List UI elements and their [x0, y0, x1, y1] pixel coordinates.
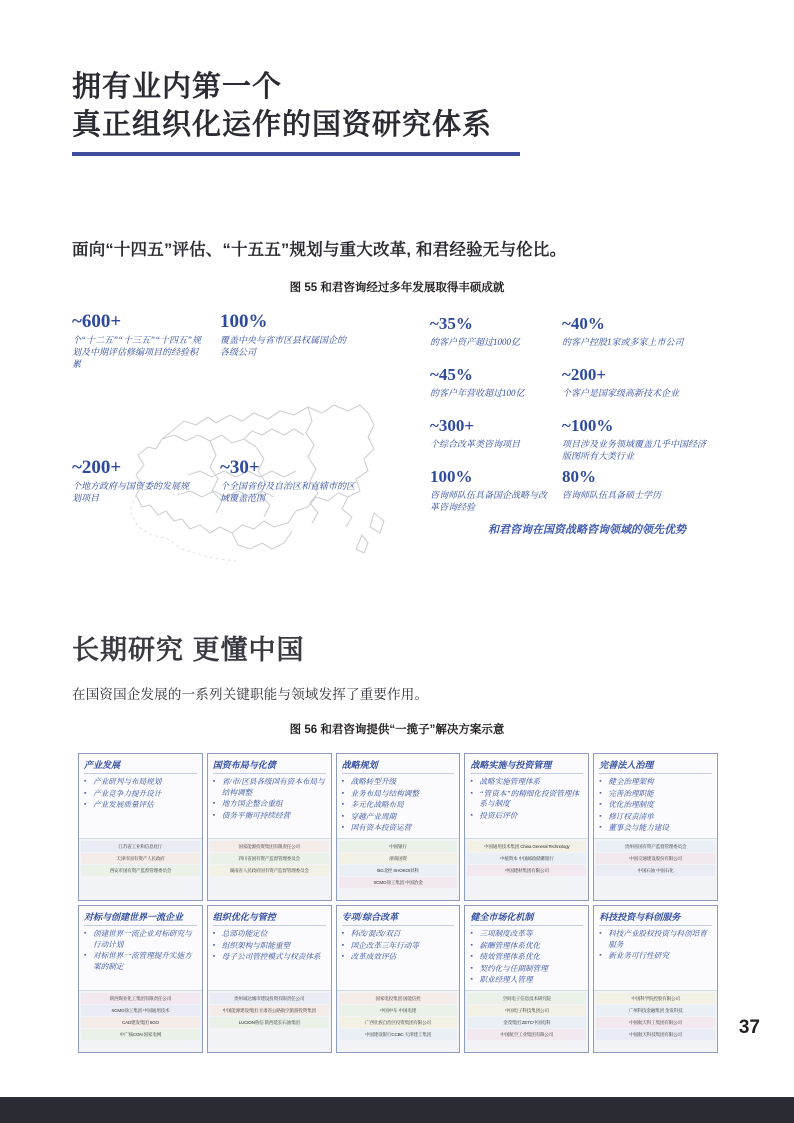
stat-80pct-master: [562, 467, 712, 501]
china-map-outline: [112, 335, 412, 575]
card-list-item: ▪ 业务布局与结构调整: [342, 789, 455, 800]
client-logo: 金茂集团 ZETC中国电科: [467, 1017, 586, 1028]
card-list-item: ▪ 母子公司管控模式与权责体系: [213, 952, 326, 963]
logo-row: [339, 853, 458, 864]
card-title: 战略实施与投资管理: [470, 759, 583, 774]
logo-row: [339, 993, 458, 1004]
stat-value: ~100%: [562, 416, 614, 435]
page-number: 37: [738, 1017, 760, 1038]
card-item-list: [84, 777, 197, 812]
card-list-item: ▪ 地方国企整合重组: [213, 799, 326, 810]
card-list-item: ▪ 国有资本投资运营: [342, 823, 455, 834]
logo-row: [596, 1017, 715, 1028]
stat-100pct-consultant: [430, 467, 550, 513]
stat-40pct: [562, 314, 722, 348]
card-list-item: ▪ 契约化与任期制管理: [470, 964, 583, 975]
logo-row: [596, 993, 715, 1004]
stat-description: 个客户是国家级高新技术企业: [562, 388, 680, 398]
client-logo: 中广核CGN 国家电网: [81, 1029, 200, 1040]
client-logo: 贵州省国有资产监督管理委员会: [596, 841, 715, 852]
stat-value: ~600+: [72, 311, 122, 332]
card-title: 战略规划: [342, 759, 455, 774]
card-title: 对标与创建世界一流企业: [84, 911, 197, 926]
card-list-item: ▪ 三项制度改革等: [470, 929, 583, 940]
logo-row: [210, 841, 329, 852]
card-list-item: ▪ 绩效管理体系优化: [470, 952, 583, 963]
card-item-list: [213, 777, 326, 822]
stat-value: 100%: [430, 467, 473, 486]
stat-description: 的客户年营收超过100亿: [430, 388, 525, 398]
card-list-item: ▪ 职业经理人管理: [470, 975, 583, 986]
client-logo: 广西壮族自治区投资集团有限公司: [339, 1017, 458, 1028]
logo-row: [596, 1005, 715, 1016]
card-list-item: ▪ 投资后评价: [470, 811, 583, 822]
section-2-title: 长期研究 更懂中国: [72, 635, 305, 665]
stat-value: ~200+: [72, 457, 122, 478]
card-list-item: ▪ 科技产业股权投资与科创培育服务: [599, 929, 712, 950]
client-logo: 中国通用技术集团 China General Technology: [467, 841, 586, 852]
client-logo-band: [337, 990, 460, 1052]
stat-value: ~45%: [430, 365, 473, 384]
stat-45pct: [430, 365, 550, 399]
logo-row: [596, 865, 715, 876]
stat-description: 个“十二五”“十三五”“十四五”规划及中期评估修编项目的经验积累: [72, 335, 202, 369]
card-list-item: ▪ 创建世界一流企业对标研究与行动计划: [84, 929, 197, 950]
solution-card[interactable]: [78, 753, 203, 901]
card-list-item: ▪ 薪酬管理体系优化: [470, 941, 583, 952]
logo-row: [467, 1029, 586, 1040]
card-list-item: ▪ 多元化战略布局: [342, 800, 455, 811]
solution-card[interactable]: [78, 905, 203, 1053]
logo-row: [596, 853, 715, 864]
card-list-item: ▪ 健全治理架构: [599, 777, 712, 788]
card-item-list: [470, 777, 583, 822]
client-logo: 浙商国资: [339, 853, 458, 864]
logo-row: [210, 865, 329, 876]
logo-row: [339, 1005, 458, 1016]
section-1-lead-paragraph: 面向“十四五”评估、“十五五”规划与重大改革, 和君经验无与伦比。: [72, 241, 567, 259]
section-1-heading: [72, 68, 722, 156]
section-2-heading: [72, 628, 722, 667]
logo-row: [596, 841, 715, 852]
logo-row: [467, 1017, 586, 1028]
client-logo: 中植资本 中国邮政储蓄银行: [467, 853, 586, 864]
stat-description: 咨询师队伍具备国企战略与改革咨询经验: [430, 490, 548, 512]
section-2-sub-paragraph: 在国资国企发展的一系列关键职能与领域发挥了重要作用。: [72, 687, 429, 702]
card-list-item: ▪ 改革成效评估: [342, 952, 455, 963]
client-logo: 天津市国有资产人民政府: [81, 853, 200, 864]
client-logo: XCMG徐工集团 中国通用技术: [81, 1005, 200, 1016]
card-item-list: [342, 777, 455, 835]
logo-row: [210, 853, 329, 864]
stat-value: 80%: [562, 467, 596, 486]
client-logo: 江苏省工业和信息化厅: [81, 841, 200, 852]
stat-description: 咨询师队伍具备硕士学历: [562, 490, 662, 500]
card-item-list: [213, 929, 326, 964]
statistics-panel: [72, 310, 722, 585]
stat-value: ~40%: [562, 314, 605, 333]
solution-card[interactable]: [593, 753, 718, 901]
card-item-list: [342, 929, 455, 964]
figure-56-caption: 图 56 和君咨询提供“一揽子”解决方案示意: [289, 724, 505, 736]
card-title: 组织优化与管控: [213, 911, 326, 926]
stat-value: 100%: [220, 311, 268, 332]
client-logo: 中国航天科技集团有限公司: [596, 1029, 715, 1040]
client-logo: 中国科学院控股有限公司: [596, 993, 715, 1004]
client-logo-band: [594, 838, 717, 900]
logo-row: [467, 865, 586, 876]
stat-value: ~300+: [430, 416, 475, 435]
card-title: 健全市场化机制: [470, 911, 583, 926]
client-logo-band: [465, 838, 588, 900]
heading-underline-rule: [72, 152, 520, 156]
logo-row: [339, 1017, 458, 1028]
client-logo-band: [594, 990, 717, 1052]
card-list-item: ▪ 科改/混改/双百: [342, 929, 455, 940]
card-list-item: ▪ 战略转型升级: [342, 777, 455, 788]
solution-card[interactable]: [207, 905, 332, 1053]
solution-card[interactable]: [207, 753, 332, 901]
client-logo: CAD建发集团 5GO: [81, 1017, 200, 1028]
client-logo: 国家电投集团 国能信控: [339, 993, 458, 1004]
card-list-item: ▪ 完善治理职能: [599, 789, 712, 800]
stat-description: 项目涉及业务领域覆盖几乎中国经济版图所有大类行业: [562, 439, 707, 461]
logo-row: [339, 877, 458, 888]
stat-35pct: [430, 314, 550, 348]
client-logo: 西安市国有资产监督管理委员会: [81, 865, 200, 876]
card-title: 国资布局与化债: [213, 759, 326, 774]
client-logo: 广州科技金融集团 金发科技: [596, 1005, 715, 1016]
card-item-list: [84, 929, 197, 973]
client-logo: LUCION鲁信 陕西延长石油集团: [210, 1017, 329, 1028]
logo-row: [596, 1029, 715, 1040]
stat-100pct-industry: [562, 416, 712, 462]
card-list-item: ▪ 新业务可行性研究: [599, 951, 712, 962]
stat-value: ~200+: [562, 365, 607, 384]
card-item-list: [599, 777, 712, 835]
client-logo-band: [208, 990, 331, 1052]
stat-200-hightech: [562, 365, 722, 399]
logo-row: [210, 993, 329, 1004]
stat-200-gov: [72, 458, 197, 504]
logo-row: [81, 1005, 200, 1016]
card-list-item: ▪ 产业发展质量评估: [84, 800, 197, 811]
card-list-item: ▪ 穿越产业周期: [342, 812, 455, 823]
logo-row: [467, 1005, 586, 1016]
client-logo: 湖南省人民政府国有资产监督管理委员会: [210, 865, 329, 876]
card-title: 专项/综合改革: [342, 911, 455, 926]
client-logo: 贵州诚达城市建设投资有限责任公司: [210, 993, 329, 1004]
card-item-list: [599, 929, 712, 963]
figure-55-caption: 图 55 和君咨询经过多年发展取得丰硕成就: [289, 282, 505, 294]
logo-row: [467, 853, 586, 864]
stat-description: 个全国省份及自治区和直辖市的区域覆盖范围: [220, 481, 356, 503]
card-title: 产业发展: [84, 759, 197, 774]
client-logo-band: [79, 990, 202, 1052]
client-logo-band: [79, 838, 202, 900]
stat-30-province: [220, 458, 355, 504]
card-list-item: ▪ 战略实施管理体系: [470, 777, 583, 788]
card-title: 完善法人治理: [599, 759, 712, 774]
logo-row: [467, 841, 586, 852]
stat-description: 个综合改革类咨询项目: [430, 439, 521, 449]
client-logo-band: [465, 990, 588, 1052]
logo-row: [81, 853, 200, 864]
stat-600: [72, 312, 202, 370]
client-logo: 中国建材集团有限公司: [467, 865, 586, 876]
client-logo: BG北控 SHOKOI昇科: [339, 865, 458, 876]
card-list-item: ▪ 总部功能定位: [213, 929, 326, 940]
logo-row: [210, 1017, 329, 1028]
client-logo: 中国航空工业集团有限公司: [467, 1029, 586, 1040]
stat-description: 的客户资产超过1000亿: [430, 337, 521, 347]
card-list-item: ▪ 国企改革三年行动等: [342, 941, 455, 952]
client-logo: XCMG徐工集团 中国冶金: [339, 877, 458, 888]
client-logo: 中国中车 中国电建: [339, 1005, 458, 1016]
logo-row: [81, 1017, 200, 1028]
stat-description: 的客户控股1家或多家上市公司: [562, 337, 684, 347]
client-logo: 四川省国有资产监督管理委员会: [210, 853, 329, 864]
card-list-item: ▪ 优化治理制度: [599, 800, 712, 811]
client-logo: 中国石油 中国石化: [596, 865, 715, 876]
card-list-item: ▪ “管资本”的精细化投资管理体系与制度: [470, 789, 583, 810]
card-list-item: ▪ 债务平衡可持续经营: [213, 811, 326, 822]
stat-description: 个地方政府与国资委的发展规划项目: [72, 481, 190, 503]
card-list-item: ▪ 产业研判与布局规划: [84, 777, 197, 788]
solution-card[interactable]: [336, 753, 461, 901]
card-item-list: [470, 929, 583, 987]
solution-card[interactable]: [464, 753, 589, 901]
logo-row: [81, 865, 200, 876]
client-logo: 中国航天科工集团有限公司: [596, 1017, 715, 1028]
client-logo: 陕西煤业化工集团有限责任公司: [81, 993, 200, 1004]
solution-card[interactable]: [336, 905, 461, 1053]
card-list-item: ▪ 董事会与能力建设: [599, 823, 712, 834]
client-logo: 中国交通建设股份有限公司: [596, 853, 715, 864]
stats-tagline: 和君咨询在国资战略咨询领域的领先优势: [488, 524, 686, 536]
card-list-item: ▪ 对标世界一流管理提升实施方案的制定: [84, 951, 197, 972]
card-title: 科技投资与科创服务: [599, 911, 712, 926]
stat-description: 覆盖中央与省市区县权属国企的各级公司: [220, 335, 347, 357]
logo-row: [339, 1029, 458, 1040]
client-logo: 中国能源建设集团 甘肃省公路航空旅游投资集团: [210, 1005, 329, 1016]
solution-card[interactable]: [464, 905, 589, 1053]
heading-line-2: 真正组织化运作的国资研究体系: [72, 109, 493, 141]
logo-row: [81, 993, 200, 1004]
card-list-item: ▪ 组织架构与职能重塑: [213, 941, 326, 952]
heading-line-1: 拥有业内第一个: [72, 71, 283, 103]
logo-row: [81, 841, 200, 852]
client-logo: 中国银行: [339, 841, 458, 852]
card-list-item: ▪ 产业竞争力提升设计: [84, 789, 197, 800]
solution-card[interactable]: [593, 905, 718, 1053]
client-logo: 空间电子信息技术研究院: [467, 993, 586, 1004]
footer-bar: [0, 1097, 794, 1123]
client-logo-band: [337, 838, 460, 900]
client-logo: 中国电子科技集团公司: [467, 1005, 586, 1016]
client-logo: 国家能源投资集团有限责任公司: [210, 841, 329, 852]
stat-100pct-coverage: [220, 312, 350, 358]
client-logo-band: [208, 838, 331, 900]
card-list-item: ▪ 修订权责清单: [599, 812, 712, 823]
logo-row: [210, 1005, 329, 1016]
stat-value: ~35%: [430, 314, 473, 333]
logo-row: [339, 841, 458, 852]
logo-row: [339, 865, 458, 876]
card-list-item: ▪ 省/市/区县各级国有资本布局与结构调整: [213, 777, 326, 798]
logo-row: [467, 993, 586, 1004]
client-logo: 中国建设银行CCBC 天津建工集团: [339, 1029, 458, 1040]
stat-300-reform: [430, 416, 550, 450]
stat-value: ~30+: [220, 457, 260, 478]
logo-row: [81, 1029, 200, 1040]
solution-cards-grid: [78, 753, 718, 1053]
